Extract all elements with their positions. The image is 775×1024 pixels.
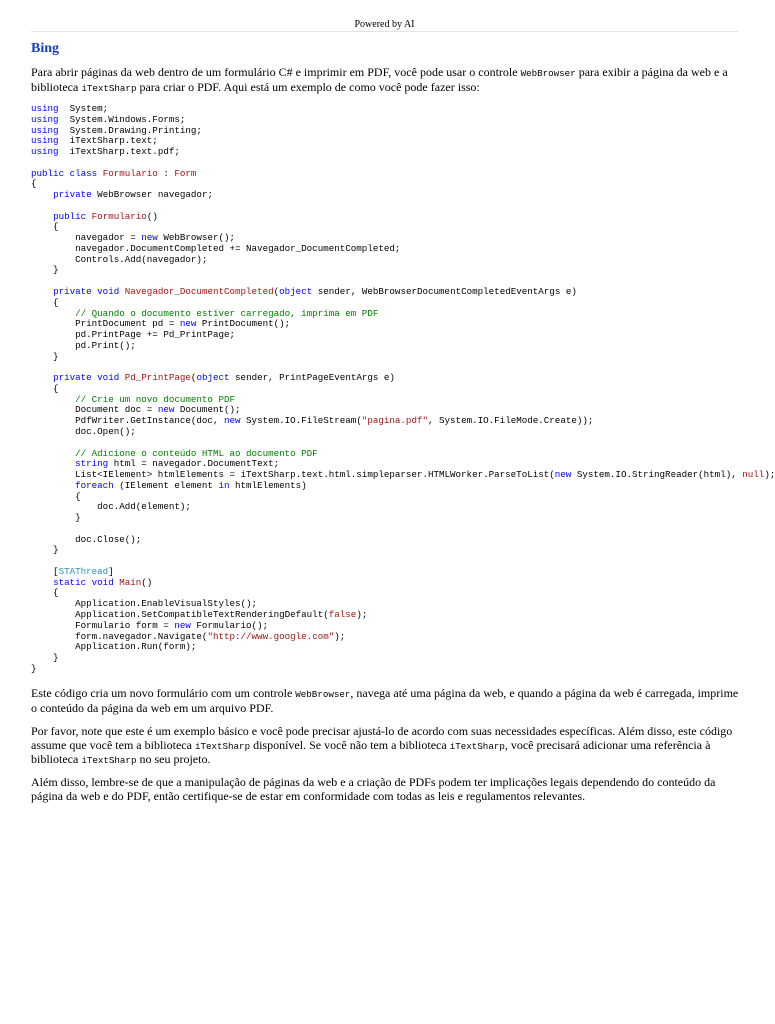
code-type-name: Navegador_DocumentCompleted	[124, 286, 274, 298]
code-text: {	[31, 382, 59, 394]
code-text: :	[157, 167, 175, 179]
code-literal: null	[742, 469, 765, 481]
code-text: sender, WebBrowserDocumentCompletedEventArgs e)	[312, 286, 577, 298]
code-text: doc.Open();	[31, 425, 136, 437]
code-text: PdfWriter.GetInstance(doc,	[31, 415, 224, 427]
code-literal: "pagina.pdf"	[361, 415, 428, 427]
code-keyword: public	[53, 210, 87, 222]
code-text: Document();	[174, 404, 241, 416]
intro-paragraph	[31, 66, 743, 95]
code-text: Application.Run(form);	[31, 641, 197, 653]
code-keyword: using	[31, 124, 59, 136]
explanation-text-1: Este código cria um novo formulário com um controle	[31, 686, 296, 700]
code-text: }	[31, 264, 59, 276]
code-text: );	[764, 469, 775, 481]
code-keyword: new	[223, 415, 241, 427]
explanation-code-webbrowser: WebBrowser	[295, 689, 351, 700]
code-text: ()	[146, 210, 158, 222]
code-text	[31, 372, 53, 383]
legal-paragraph: Além disso, lembre-se de que a manipulação de páginas da web e a criação de PDFs podem ter implicações legais dependendo do conteúdo da página da web e do PDF, então certifique-se de estar em conformidade com todas as leis e regulamentos relevantes.	[31, 775, 716, 803]
code-text: {	[31, 296, 59, 308]
note-text-4: no seu projeto.	[136, 752, 211, 766]
code-keyword: string	[75, 458, 109, 470]
code-text: }	[31, 512, 81, 524]
code-keyword: private	[53, 189, 92, 201]
code-line	[31, 502, 768, 513]
code-keyword: new	[174, 619, 191, 631]
code-text: }	[31, 652, 59, 664]
code-text	[31, 308, 75, 319]
code-text: form.navegador.Navigate(	[31, 630, 208, 642]
code-text: ]	[108, 565, 114, 577]
code-text: Document doc =	[31, 404, 158, 416]
code-line	[31, 147, 768, 158]
code-text: pd.PrintPage += Pd_PrintPage;	[31, 329, 235, 341]
code-line	[31, 169, 768, 180]
code-text: (IElement element	[113, 479, 219, 491]
code-line	[31, 330, 768, 341]
code-attribute: STAThread	[58, 565, 109, 577]
code-text	[31, 211, 53, 222]
code-text: {	[31, 490, 81, 502]
code-text: html = navegador.DocumentText;	[108, 458, 280, 470]
code-text	[31, 394, 75, 405]
code-text	[31, 480, 75, 491]
code-text: pd.Print();	[31, 339, 136, 351]
code-text: {	[31, 178, 37, 190]
note-code-2: iTextSharp	[449, 740, 505, 752]
code-text: System.IO.FileStream(	[240, 415, 362, 427]
code-line	[31, 481, 768, 492]
code-text: navegador =	[31, 232, 142, 244]
code-text: [	[31, 565, 59, 577]
code-keyword: using	[31, 135, 59, 147]
note-text-1: Por favor, note que este é um exemplo básico e você pode precisar ajustá-lo de acordo com suas necessidades específicas. Além disso, este código assume que você tem a biblioteca	[31, 724, 733, 752]
code-keyword: new	[141, 232, 158, 244]
code-text: PrintDocument();	[196, 318, 291, 330]
code-text: iTextSharp.text.pdf;	[58, 146, 180, 158]
code-line	[31, 341, 768, 352]
code-text: iTextSharp.text;	[58, 135, 158, 147]
code-text: List<IElement> htmlElements = iTextSharp.text.html.simpleparser.HTMLWorker.ParseToList(	[31, 469, 555, 481]
code-text	[31, 577, 53, 588]
intro-code-webbrowser: WebBrowser	[520, 68, 576, 79]
intro-text-1: Para abrir páginas da web dentro de um formulário C# e imprimir em PDF, você pode usar o controle	[31, 65, 521, 79]
code-line	[31, 545, 768, 556]
code-text: System.IO.StringReader(html),	[571, 469, 743, 481]
code-keyword: in	[218, 479, 230, 491]
code-line	[31, 265, 768, 276]
code-text: sender, PrintPageEventArgs e)	[229, 372, 395, 384]
code-text: {	[31, 221, 59, 233]
intro-text-2: para exibir a página da web e a biblioteca	[31, 65, 728, 94]
code-line	[31, 212, 768, 223]
code-line	[31, 427, 768, 438]
note-paragraph	[31, 725, 743, 768]
code-text: ()	[141, 576, 153, 588]
code-keyword: private void	[53, 286, 120, 298]
code-text: Application.SetCompatibleTextRenderingDefault(	[31, 608, 329, 620]
note-text-3: , você precisará adicionar uma referência à biblioteca	[31, 737, 711, 766]
code-line	[31, 524, 768, 535]
code-keyword: using	[31, 146, 59, 158]
code-keyword: using	[31, 103, 59, 114]
code-block	[31, 103, 775, 675]
code-line	[31, 642, 768, 653]
page-title: Bing	[31, 41, 60, 56]
code-text: navegador.DocumentCompleted += Navegador_DocumentCompleted;	[31, 242, 401, 254]
code-text: System.Drawing.Printing;	[58, 124, 202, 136]
code-text	[31, 286, 53, 297]
code-line	[31, 190, 768, 201]
note-code-3: iTextSharp	[81, 755, 137, 766]
code-text: Formulario form =	[31, 619, 175, 631]
code-line	[31, 352, 768, 363]
note-text-2: disponível. Se você não tem a biblioteca	[250, 737, 450, 752]
code-line	[31, 578, 768, 589]
code-text	[31, 448, 75, 459]
code-text: (	[273, 286, 280, 298]
code-line	[31, 664, 768, 675]
header-divider	[31, 31, 738, 32]
explanation-text-2: , navega até uma página da web, e quando a página da web é carregada, imprime o conteúdo da página da web em um arquivo PDF.	[31, 686, 739, 715]
code-text	[31, 458, 75, 469]
code-comment: // Crie um novo documento PDF	[75, 393, 235, 405]
code-type-name: Form	[174, 167, 197, 179]
code-keyword: new	[179, 318, 197, 330]
code-line	[31, 416, 768, 427]
code-line	[31, 287, 768, 298]
code-line	[31, 255, 768, 266]
explanation-paragraph	[31, 687, 743, 715]
code-line	[31, 653, 768, 664]
code-text: );	[334, 630, 346, 642]
code-text: }	[31, 544, 59, 556]
code-text: }	[31, 662, 37, 674]
code-keyword: new	[157, 404, 175, 416]
code-text: doc.Close();	[31, 533, 142, 545]
code-text: );	[356, 608, 368, 620]
powered-by-label: Powered by AI	[354, 19, 415, 30]
code-literal: false	[328, 608, 357, 620]
code-text: Application.EnableVisualStyles();	[31, 598, 258, 610]
code-type-name: Pd_PrintPage	[124, 372, 191, 384]
code-line	[31, 535, 768, 546]
code-text: }	[31, 350, 59, 362]
code-line	[31, 513, 768, 524]
code-type-name: Formulario	[102, 167, 158, 179]
code-comment: // Quando o documento estiver carregado, imprima em PDF	[75, 307, 379, 319]
code-text: doc.Add(element);	[31, 501, 191, 513]
code-text: , System.IO.FileMode.Create));	[428, 415, 594, 427]
code-text: WebBrowser();	[157, 232, 236, 244]
code-text	[31, 189, 53, 200]
code-line	[31, 373, 768, 384]
code-keyword: object	[279, 286, 313, 298]
intro-code-itextsharp: iTextSharp	[81, 82, 137, 94]
code-type-name: Main	[119, 576, 142, 588]
code-comment: // Adicione o conteúdo HTML ao documento PDF	[75, 447, 318, 459]
code-keyword: object	[196, 372, 230, 384]
code-text: {	[31, 587, 59, 599]
code-text: htmlElements)	[229, 479, 307, 491]
code-text: WebBrowser navegador;	[91, 189, 213, 201]
code-keyword: using	[31, 113, 59, 125]
note-code-1: iTextSharp	[194, 740, 251, 752]
code-line	[31, 556, 768, 567]
code-keyword: private void	[53, 372, 120, 384]
code-keyword: public class	[31, 167, 98, 179]
code-text: Formulario();	[190, 619, 269, 631]
code-text: System;	[58, 103, 109, 114]
code-keyword: foreach	[75, 479, 114, 491]
intro-text-3: para criar o PDF. Aqui está um exemplo de como você pode fazer isso:	[136, 79, 480, 94]
code-keyword: new	[554, 469, 572, 481]
code-text: (	[190, 372, 197, 384]
code-text: PrintDocument pd =	[31, 318, 180, 330]
code-keyword: static void	[53, 576, 114, 588]
code-literal: "http://www.google.com"	[207, 630, 335, 642]
code-type-name: Formulario	[91, 210, 147, 222]
code-text: Controls.Add(navegador);	[31, 253, 208, 265]
code-text: System.Windows.Forms;	[58, 113, 186, 125]
